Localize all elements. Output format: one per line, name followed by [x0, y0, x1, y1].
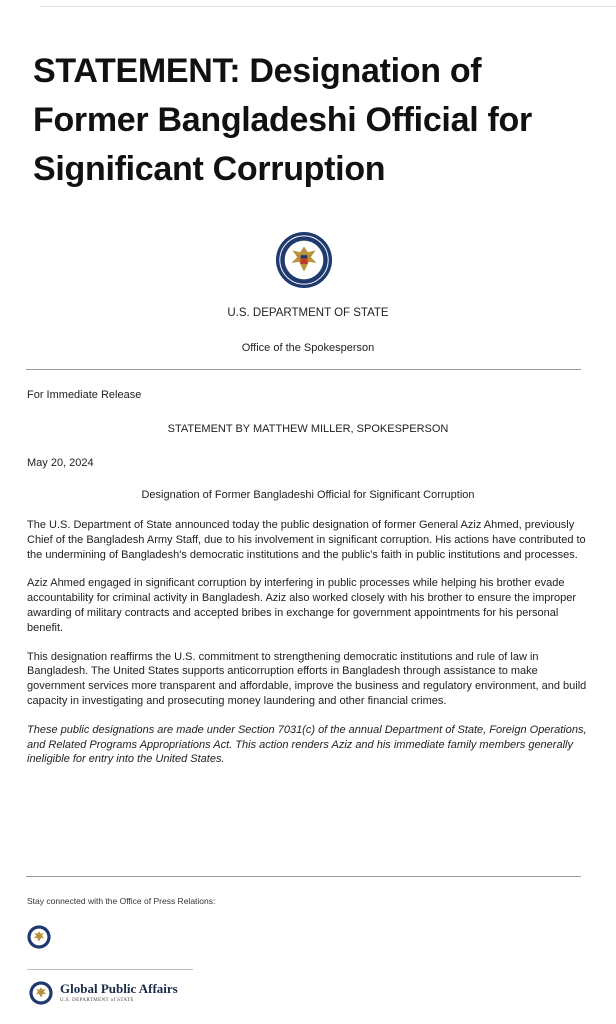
brand-subtitle: U.S. DEPARTMENT of STATE: [60, 998, 134, 1003]
press-relations-seal-icon[interactable]: [27, 925, 51, 949]
top-divider: [40, 6, 616, 7]
footer-divider: [26, 876, 581, 877]
paragraph-1: The U.S. Department of State announced today the public designation of former General Aziz Ahmed, previously Chief of the Bangladesh Army Staff, due to his involvement in significant corruption. His actions have contributed to the undermining of Bangladesh's democratic institutions and the public's faith in public institutions and processes.: [27, 519, 586, 561]
date: May 20, 2024: [27, 457, 94, 469]
footer-brand-divider: [27, 969, 193, 970]
brand-title: Global Public Affairs: [60, 981, 178, 996]
release-note: For Immediate Release: [27, 389, 142, 401]
subtitle: Designation of Former Bangladeshi Official for Significant Corruption: [141, 489, 475, 501]
paragraph-2: Aziz Ahmed engaged in significant corruption by interfering in public processes while helping his brother evade accountability for criminal activity in Bangladesh. Aziz also worked closely with his brother to ensure the improper awarding of military contracts and accepted bribes in exchange for government appointments for his personal benefit.: [27, 577, 577, 634]
paragraph-4: These public designations are made under Section 7031(c) of the annual Department of State, Foreign Operations, and Related Programs Appropriations Act. This action renders Aziz and his immediate family members generally ineligible for entry into the United States.: [27, 723, 587, 766]
state-department-seal-icon: [275, 231, 333, 289]
department-name: U.S. DEPARTMENT OF STATE: [227, 307, 389, 319]
header-divider: [26, 369, 581, 370]
byline: STATEMENT BY MATTHEW MILLER, SPOKESPERSON: [167, 423, 449, 435]
office-name: Office of the Spokesperson: [241, 342, 375, 354]
stay-connected-text: Stay connected with the Office of Press Relations:: [27, 896, 216, 906]
paragraph-3: This designation reaffirms the U.S. commitment to strengthening democratic institutions and rule of law in Bangladesh. The United States supports anticorruption efforts in Bangladesh through assistance to make government services more transparent and affordable, improve the business and regulatory environment, and build capacity in investigating and prosecuting money laundering and other financial crimes.: [27, 650, 587, 707]
page-title: STATEMENT: Designation of Former Bangladeshi Official for Significant Corruption: [33, 51, 532, 188]
global-public-affairs-seal-icon: [29, 981, 53, 1005]
statement-body: [27, 518, 587, 781]
